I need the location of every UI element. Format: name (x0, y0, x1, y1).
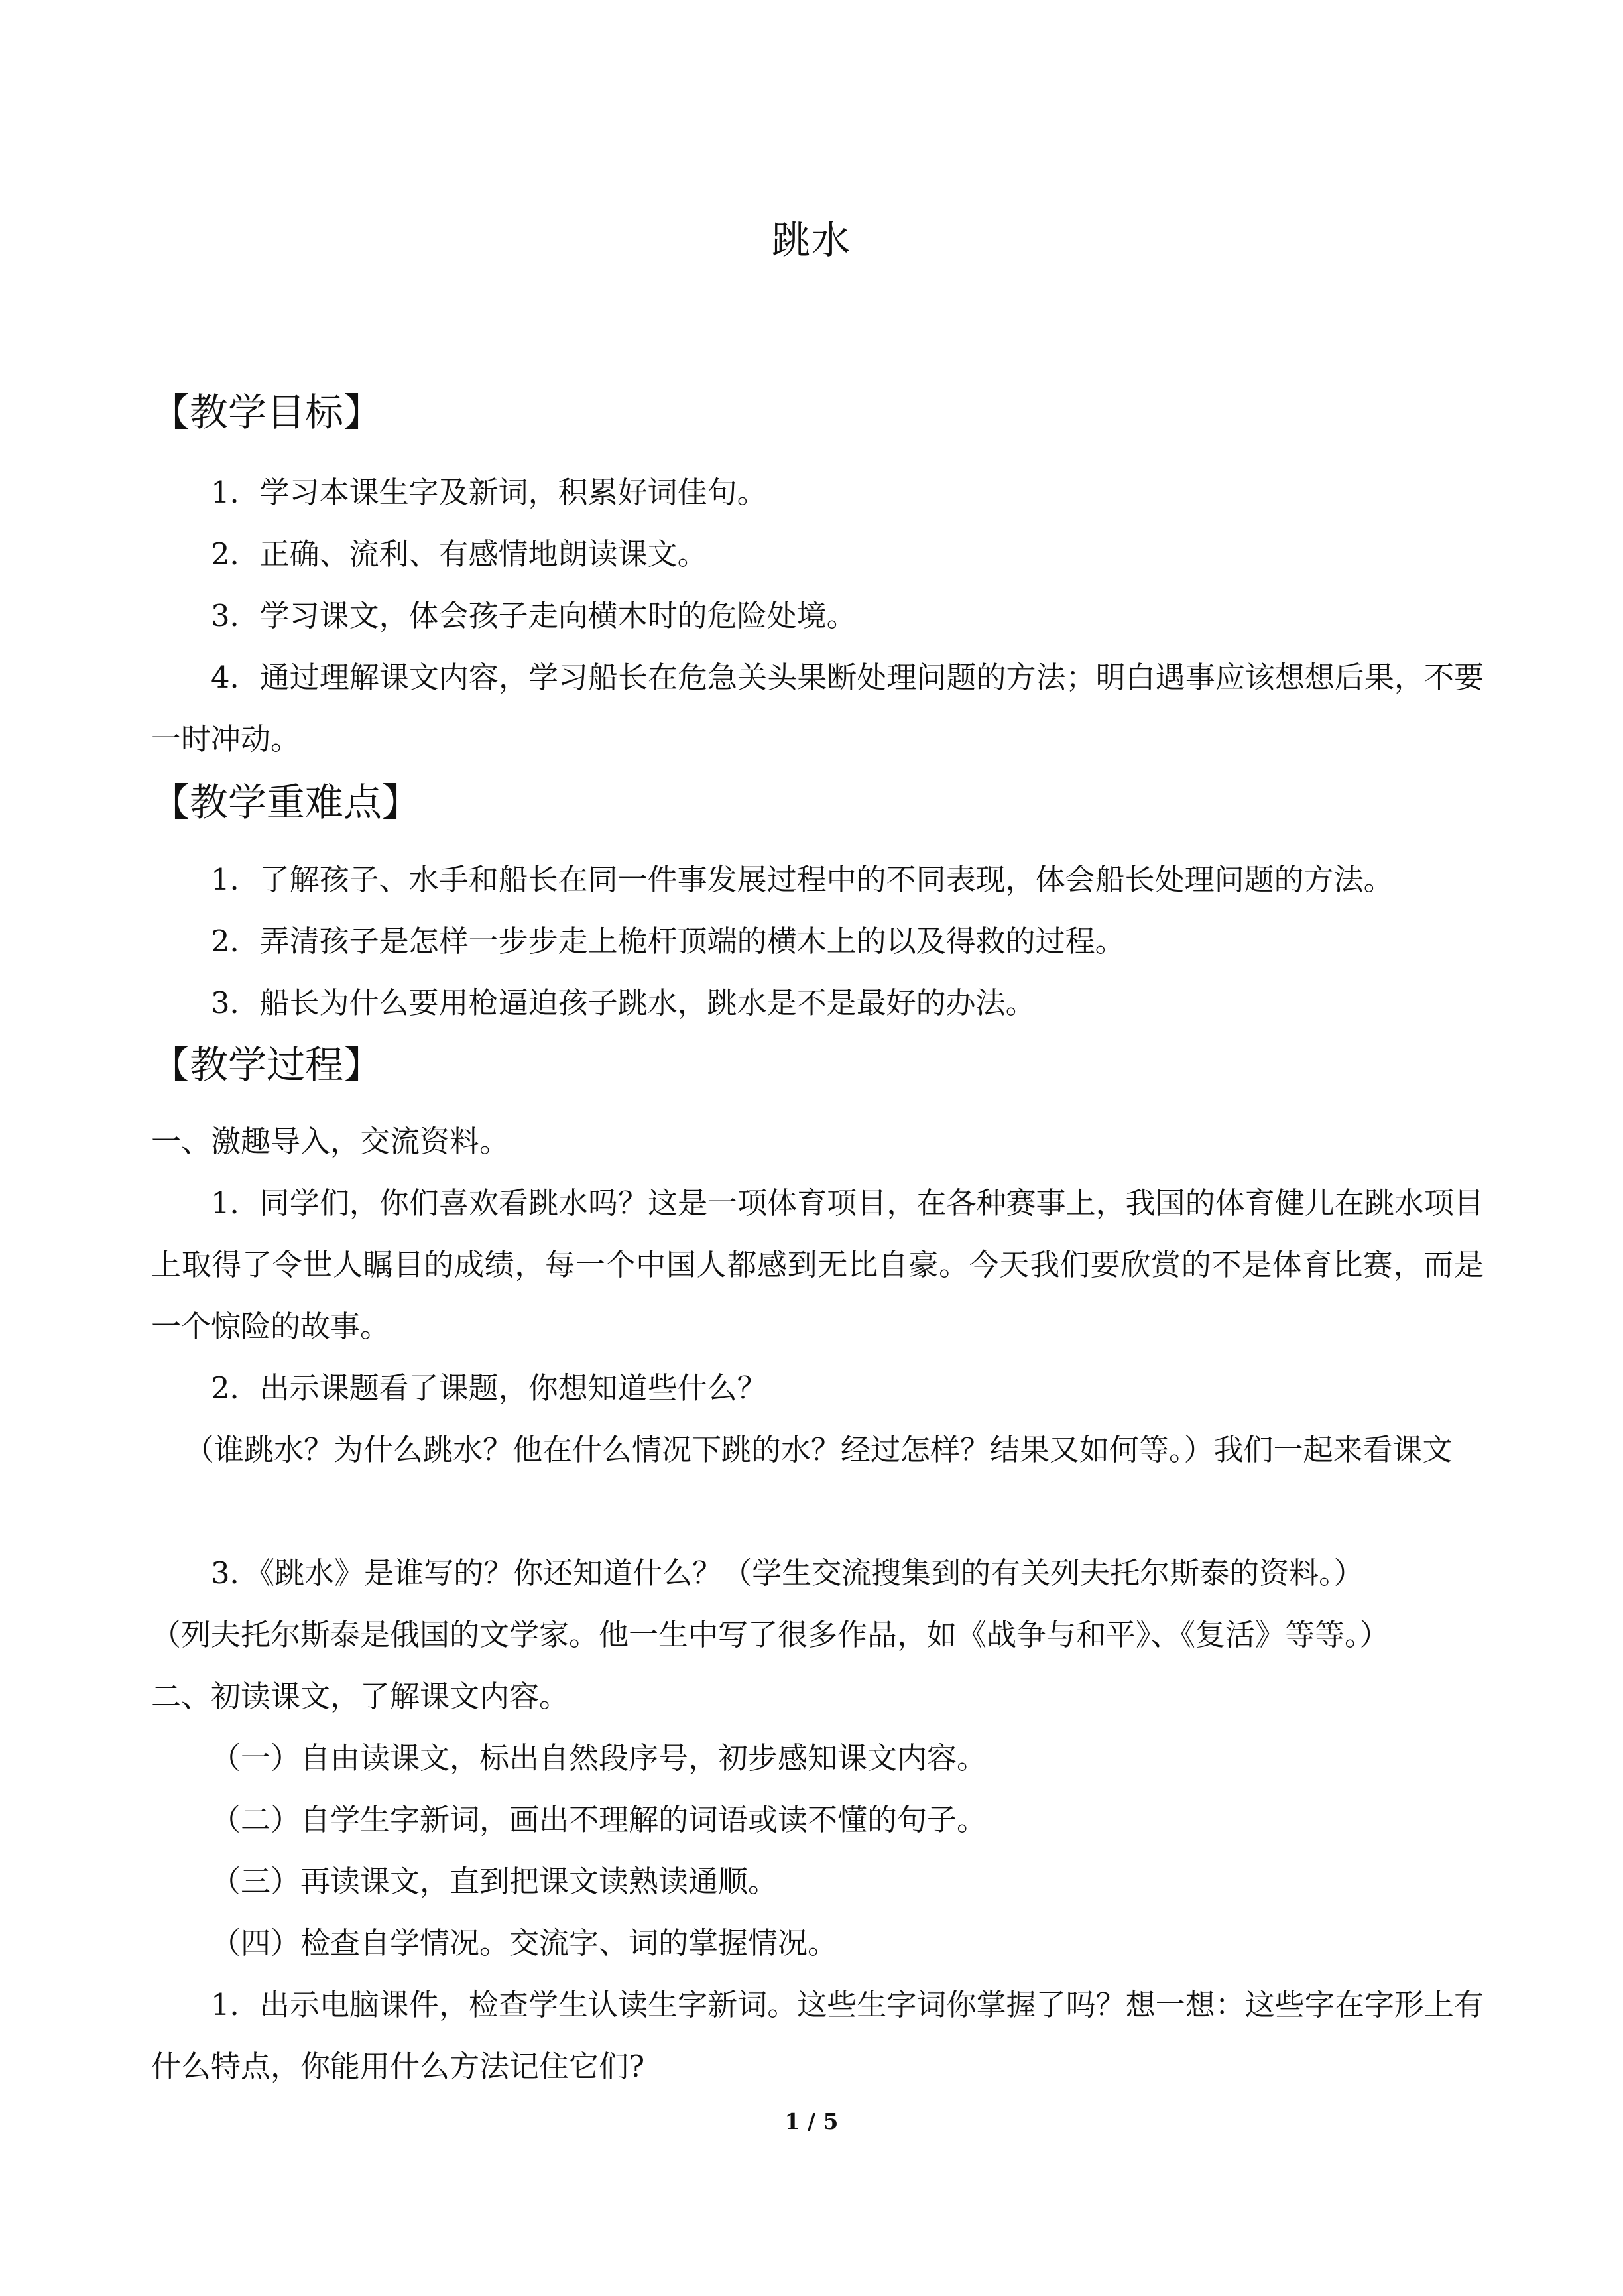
section-heading-key-points: 【教学重难点】 (151, 780, 421, 825)
process-line: （列夫托尔斯泰是俄国的文学家。他一生中写了很多作品，如《战争与和平》、《复活》等等。） (151, 1617, 1390, 1652)
process-line: （四）检查自学情况。交流字、词的掌握情况。 (211, 1925, 838, 1961)
objective-item: 3．学习课文，体会孩子走向横木时的危险处境。 (211, 598, 857, 633)
document-title: 跳水 (771, 217, 851, 263)
process-line: 1．出示电脑课件，检查学生认读生字新词。这些生字词你掌握了吗？想一想：这些字在字形上有什么特点，你能用什么方法记住它们? (151, 1987, 1484, 2084)
section-heading-process: 【教学过程】 (151, 1042, 383, 1087)
process-line: （二）自学生字新词，画出不理解的词语或读不懂的句子。 (211, 1802, 987, 1837)
process-line: 1．同学们，你们喜欢看跳水吗？这是一项体育项目，在各种赛事上，我国的体育健儿在跳水项目上取得了令世人瞩目的成绩，每一个中国人都感到无比自豪。今天我们要欣赏的不是体育比赛，而是一个惊险的故事。 (151, 1185, 1484, 1344)
process-line: （三）再读课文，直到把课文读熟读通顺。 (211, 1864, 778, 1899)
objective-item: 2．正确、流利、有感情地朗读课文。 (211, 536, 707, 572)
key-point-item: 2．弄清孩子是怎样一步步走上桅杆顶端的横木上的以及得救的过程。 (211, 924, 1125, 959)
process-line: 2．出示课题看了课题，你想知道些什么？ (211, 1370, 767, 1406)
process-line: 二、初读课文，了解课文内容。 (151, 1679, 570, 1714)
key-point-item: 1．了解孩子、水手和船长在同一件事发展过程中的不同表现，体会船长处理问题的方法。 (211, 862, 1394, 897)
process-line: （一）自由读课文，标出自然段序号，初步感知课文内容。 (211, 1740, 987, 1776)
process-line: 一、激趣导入，交流资料。 (151, 1124, 510, 1159)
objective-item: 4．通过理解课文内容，学习船长在危急关头果断处理问题的方法；明白遇事应该想想后果，不要一时冲动。 (151, 660, 1484, 756)
process-line: （谁跳水？为什么跳水？他在什么情况下跳的水？经过怎样？结果又如何等。）我们一起来看课文 (184, 1432, 1453, 1467)
key-point-item: 3．船长为什么要用枪逼迫孩子跳水，跳水是不是最好的办法。 (211, 985, 1036, 1020)
process-line: 3．《跳水》是谁写的？你还知道什么？（学生交流搜集到的有关列夫托尔斯泰的资料。） (211, 1555, 1364, 1591)
objective-item: 1．学习本课生字及新词，积累好词佳句。 (211, 475, 767, 510)
section-heading-objectives: 【教学目标】 (151, 390, 383, 435)
page-number: 1 / 5 (784, 2108, 839, 2134)
